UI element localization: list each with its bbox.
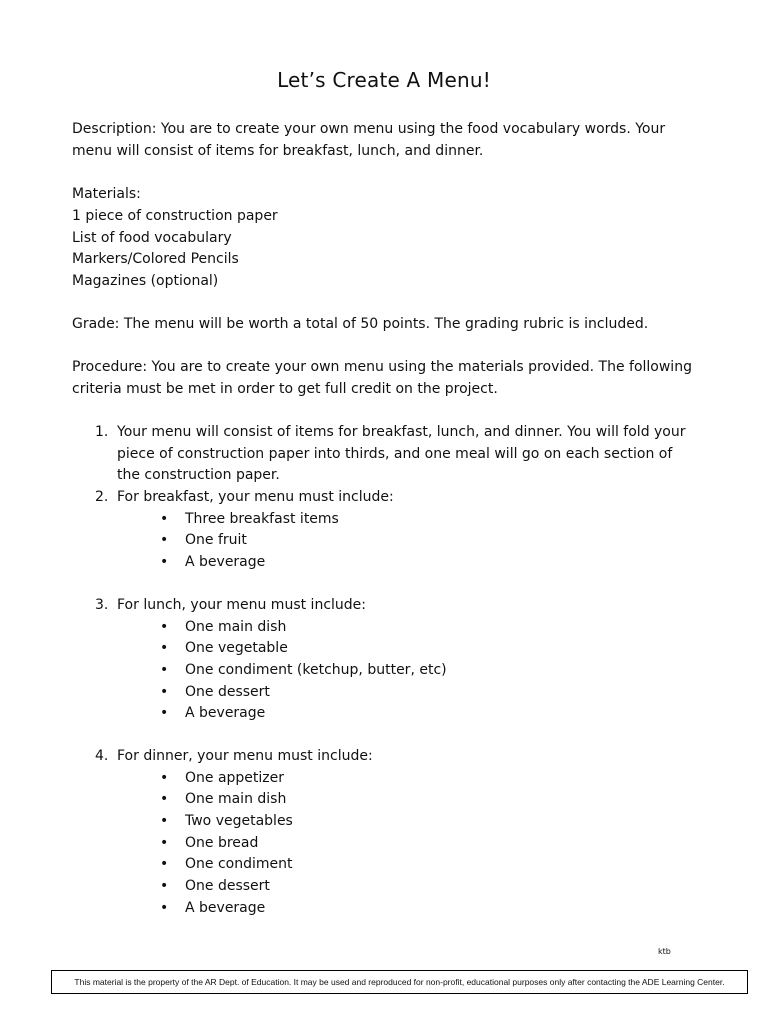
bullet-icon: • xyxy=(160,619,169,635)
list-item: One condiment (ketchup, butter, etc) xyxy=(185,662,447,678)
procedure-text-1: You are to create your own menu using the materials provided. The following xyxy=(151,359,692,375)
bullet-icon: • xyxy=(160,640,169,656)
materials-item: List of food vocabulary xyxy=(72,230,232,246)
list-item: One main dish xyxy=(185,619,287,635)
procedure-label: Procedure: xyxy=(72,359,148,375)
grade-label: Grade: xyxy=(72,316,120,332)
materials-item: 1 piece of construction paper xyxy=(72,208,278,224)
bullet-icon: • xyxy=(160,554,169,570)
materials-label: Materials: xyxy=(72,186,141,202)
list-item: One dessert xyxy=(185,684,270,700)
step-1-line: the construction paper. xyxy=(117,467,280,483)
step-2-text: For breakfast, your menu must include: xyxy=(117,489,394,505)
list-item: One dessert xyxy=(185,878,270,894)
bullet-icon: • xyxy=(160,511,169,527)
bullet-icon: • xyxy=(160,791,169,807)
list-item: One fruit xyxy=(185,532,247,548)
step-number: 1. xyxy=(95,424,109,440)
list-item: One bread xyxy=(185,835,259,851)
description-text-1: You are to create your own menu using the food vocabulary words. Your xyxy=(160,121,666,137)
footer-notice: This material is the property of the AR Dept. of Education. It may be used and reproduced for non-profit, educational purposes only after contacting the ADE Learning Center. xyxy=(51,970,748,994)
procedure-line-1 xyxy=(72,357,692,379)
bullet-icon: • xyxy=(160,813,169,829)
list-item: One condiment xyxy=(185,856,293,872)
step-3-text: For lunch, your menu must include: xyxy=(117,597,366,613)
list-item: Three breakfast items xyxy=(185,511,339,527)
author-initials: ktb xyxy=(658,947,671,956)
description-line-2: menu will consist of items for breakfast, lunch, and dinner. xyxy=(72,143,484,159)
bullet-icon: • xyxy=(160,900,169,916)
step-1-line: Your menu will consist of items for breakfast, lunch, and dinner. You will fold your xyxy=(117,424,686,440)
list-item: One appetizer xyxy=(185,770,285,786)
list-item: A beverage xyxy=(185,705,266,721)
document-title: Let’s Create A Menu! xyxy=(277,68,491,92)
bullet-icon: • xyxy=(160,532,169,548)
bullet-icon: • xyxy=(160,662,169,678)
materials-item: Magazines (optional) xyxy=(72,273,219,289)
bullet-icon: • xyxy=(160,835,169,851)
bullet-icon: • xyxy=(160,770,169,786)
bullet-icon: • xyxy=(160,856,169,872)
bullet-icon: • xyxy=(160,705,169,721)
bullet-icon: • xyxy=(160,684,169,700)
bullet-icon: • xyxy=(160,878,169,894)
list-item: A beverage xyxy=(185,554,266,570)
step-1-line: piece of construction paper into thirds, and one meal will go on each section of xyxy=(117,446,673,462)
step-number: 2. xyxy=(95,489,109,505)
list-item: A beverage xyxy=(185,900,266,916)
description-line-1 xyxy=(72,119,665,141)
materials-item: Markers/Colored Pencils xyxy=(72,251,239,267)
step-number: 4. xyxy=(95,748,109,764)
description-label: Description: xyxy=(72,121,157,137)
list-item: One vegetable xyxy=(185,640,288,656)
list-item: Two vegetables xyxy=(185,813,293,829)
list-item: One main dish xyxy=(185,791,287,807)
step-4-text: For dinner, your menu must include: xyxy=(117,748,373,764)
grade-line xyxy=(72,314,648,336)
procedure-line-2: criteria must be met in order to get full credit on the project. xyxy=(72,381,498,397)
step-number: 3. xyxy=(95,597,109,613)
grade-text: The menu will be worth a total of 50 points. The grading rubric is included. xyxy=(123,316,649,332)
